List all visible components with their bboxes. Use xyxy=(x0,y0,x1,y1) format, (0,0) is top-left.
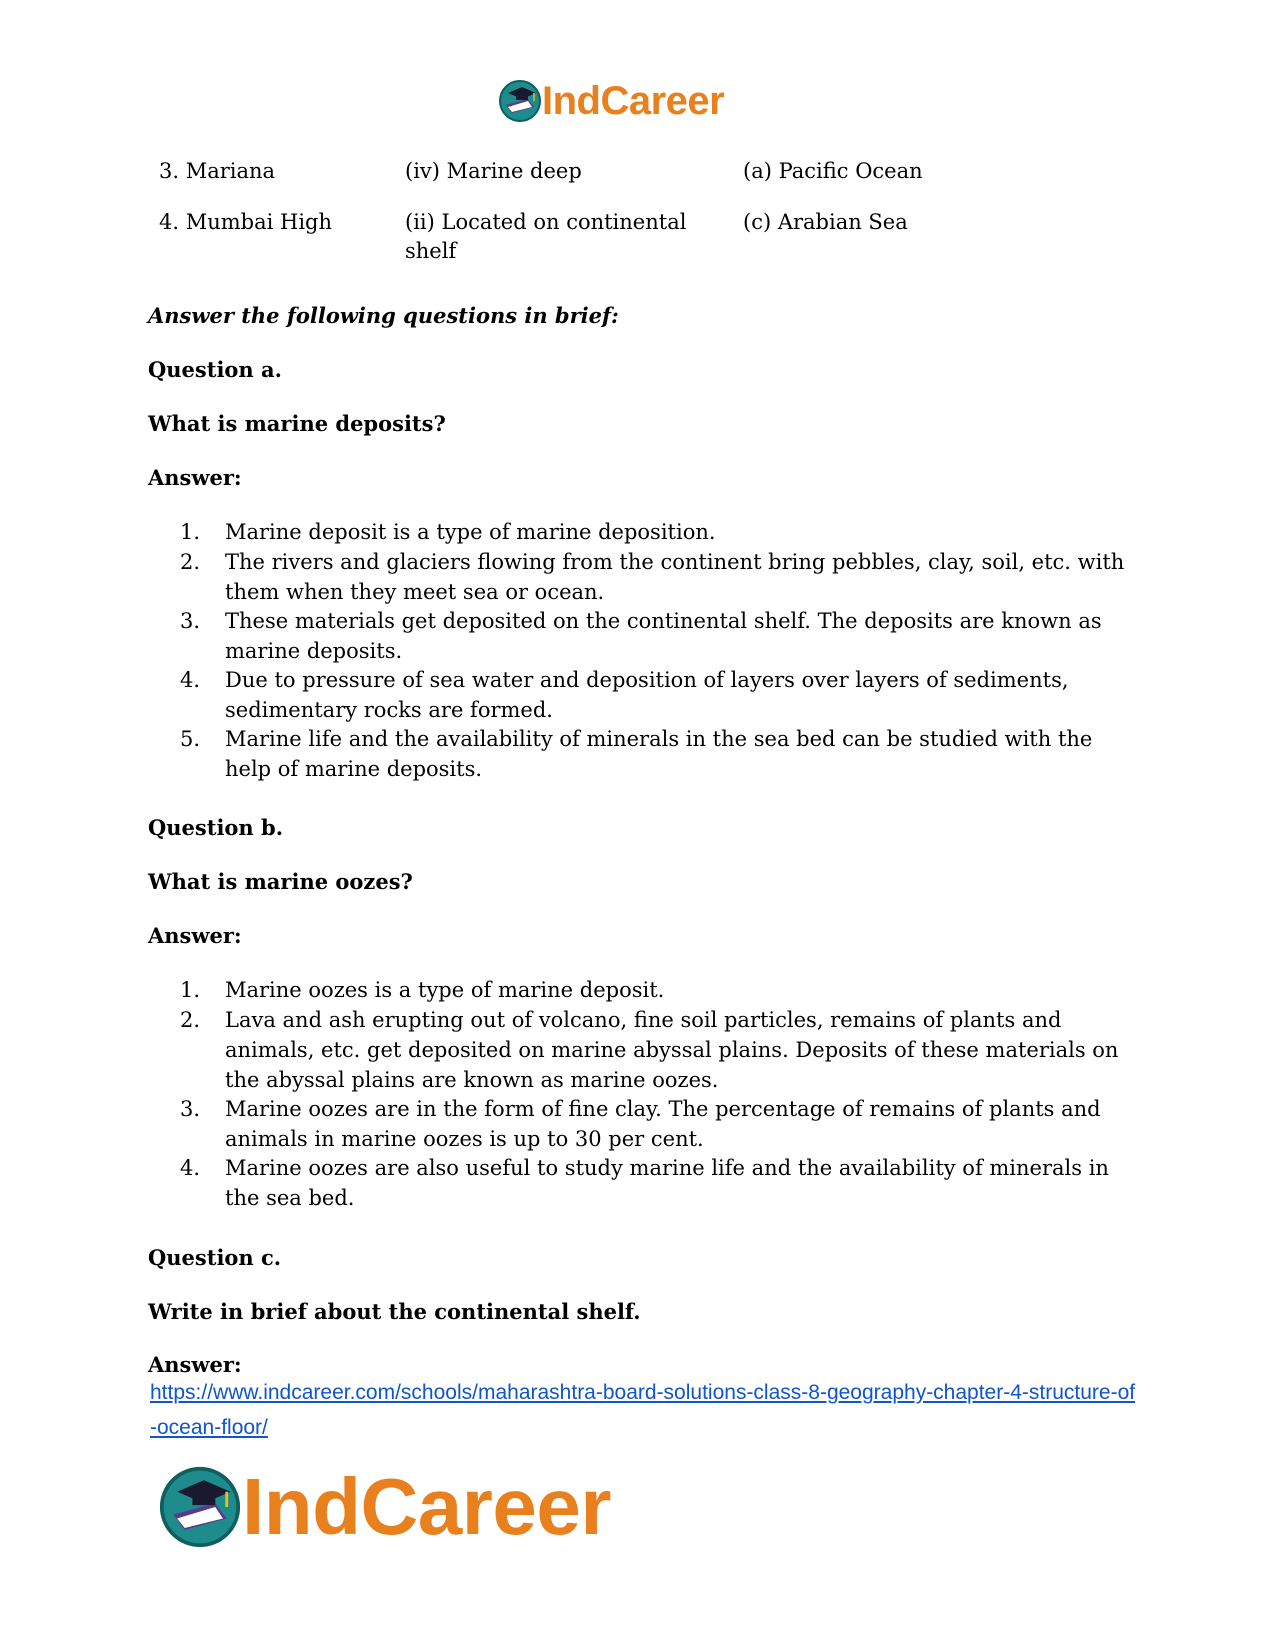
logo-text: IndCareer xyxy=(542,79,725,123)
question-label: Question c. xyxy=(148,1245,282,1270)
list-item xyxy=(150,547,1140,607)
list-text: Marine oozes are also useful to study marine life and the availability of minerals in the sea bed. xyxy=(225,1156,1109,1210)
match-row-1-col3: (a) Pacific Ocean xyxy=(743,159,923,183)
list-item xyxy=(150,724,1140,784)
section-heading: Answer the following questions in brief: xyxy=(148,303,619,328)
graduation-cap-book-globe-icon xyxy=(498,79,542,123)
logo-text: IndCareer xyxy=(242,1462,611,1551)
graduation-cap-book-globe-icon xyxy=(158,1465,242,1549)
answer-label: Answer: xyxy=(148,465,242,490)
list-number: 3. xyxy=(180,609,201,633)
source-link[interactable]: https://www.indcareer.com/schools/maharashtra-board-solutions-class-8-geography-chapter-4-structure-of-ocean-floor/ xyxy=(150,1381,1136,1439)
question-label: Question a. xyxy=(148,357,282,382)
list-text: Due to pressure of sea water and deposition of layers over layers of sediments, sedimentary rocks are formed. xyxy=(225,668,1069,722)
answer-label: Answer: xyxy=(148,923,242,948)
match-row-2-col1: 4. Mumbai High xyxy=(159,210,333,234)
list-item xyxy=(150,1005,1140,1095)
list-number: 2. xyxy=(180,1008,201,1032)
match-row-2-col2: (ii) Located on continental shelf xyxy=(405,210,687,263)
list-item xyxy=(150,665,1140,725)
match-row-2-col3: (c) Arabian Sea xyxy=(743,210,908,234)
question-text: What is marine deposits? xyxy=(148,411,446,436)
list-item xyxy=(150,975,1140,1005)
question-text: Write in brief about the continental shelf. xyxy=(148,1299,641,1324)
list-item xyxy=(150,1094,1140,1154)
list-text: The rivers and glaciers flowing from the continent bring pebbles, clay, soil, etc. with them when they meet sea or ocean. xyxy=(225,550,1125,604)
answer-label: Answer: xyxy=(148,1352,242,1377)
list-text: Marine oozes are in the form of fine clay. The percentage of remains of plants and animals in marine oozes is up to 30 per cent. xyxy=(225,1097,1101,1151)
list-number: 1. xyxy=(180,520,201,544)
list-number: 4. xyxy=(180,668,201,692)
list-number: 2. xyxy=(180,550,201,574)
list-item xyxy=(150,606,1140,666)
list-number: 4. xyxy=(180,1156,201,1180)
list-item xyxy=(150,1153,1140,1213)
list-item xyxy=(150,517,1140,547)
list-number: 1. xyxy=(180,978,201,1002)
list-text: Marine oozes is a type of marine deposit. xyxy=(225,978,665,1002)
list-text: Lava and ash erupting out of volcano, fine soil particles, remains of plants and animals, etc. get deposited on marine abyssal plains. Deposits of these materials on the abyssal plains are known as marine oozes. xyxy=(225,1008,1119,1092)
match-row-1-col1: 3. Mariana xyxy=(159,159,276,183)
list-text: Marine deposit is a type of marine deposition. xyxy=(225,520,716,544)
header-logo xyxy=(498,78,724,124)
match-row-1-col2: (iv) Marine deep xyxy=(405,159,582,183)
question-label: Question b. xyxy=(148,815,284,840)
list-text: These materials get deposited on the continental shelf. The deposits are known as marine deposits. xyxy=(225,609,1102,663)
list-number: 5. xyxy=(180,727,201,751)
list-text: Marine life and the availability of minerals in the sea bed can be studied with the help of marine deposits. xyxy=(225,727,1093,781)
list-number: 3. xyxy=(180,1097,201,1121)
footer-logo xyxy=(158,1462,611,1551)
question-text: What is marine oozes? xyxy=(148,869,413,894)
